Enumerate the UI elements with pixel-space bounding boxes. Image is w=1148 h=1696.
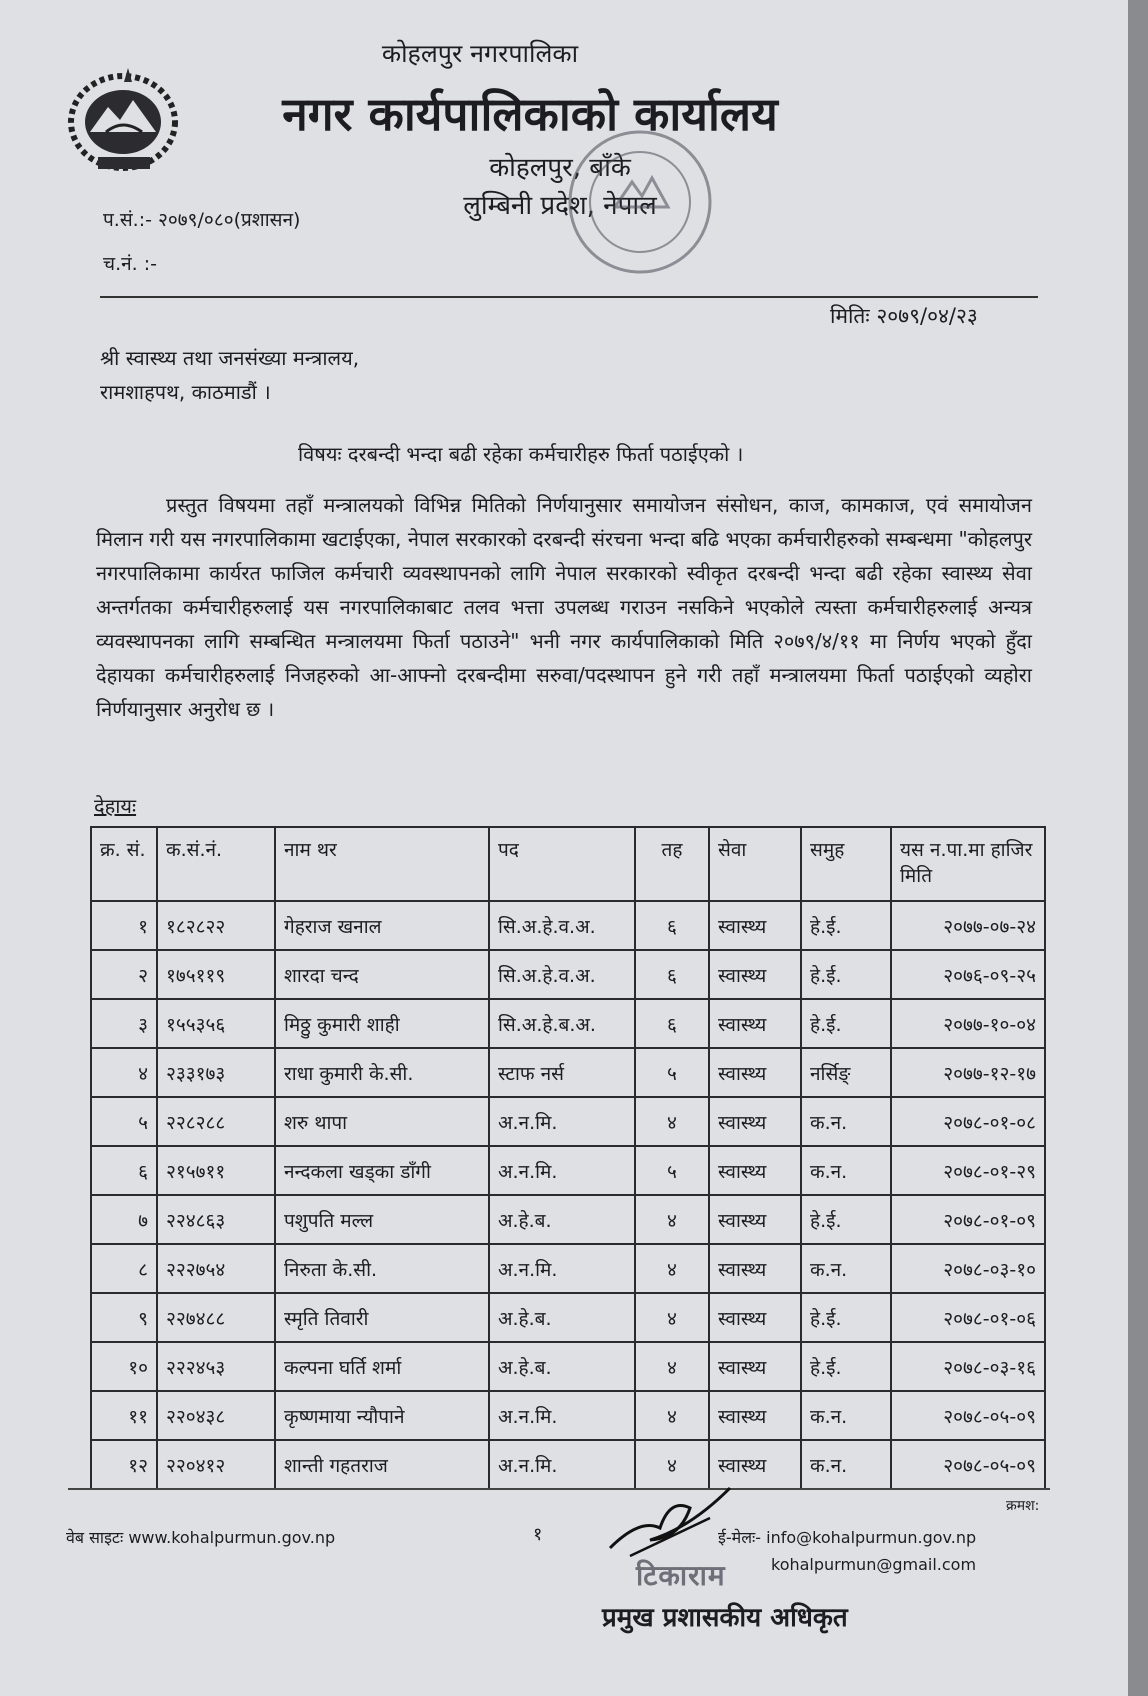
cell-post: सि.अ.हे.व.अ. (489, 950, 635, 999)
cell-group: नर्सिङ् (801, 1048, 891, 1097)
cell-serial: २ (91, 950, 157, 999)
patra-sankhya: प.सं.:- २०७९/०८०(प्रशासन) (103, 209, 301, 231)
cell-post: अ.हे.ब. (489, 1195, 635, 1244)
cell-level: ६ (635, 999, 709, 1048)
cell-service: स्वास्थ्य (709, 950, 801, 999)
col-header-serial: क्र. सं. (91, 827, 157, 901)
cell-level: ४ (635, 1244, 709, 1293)
cell-name: नन्दकला खड्का डाँगी (275, 1146, 489, 1195)
cell-attendance-date: २०७८-०५-०९ (891, 1440, 1045, 1489)
table-row (91, 1391, 1045, 1440)
address-line-1: कोहलपुर, बाँके (489, 153, 631, 183)
email-primary: ई-मेलः- info@kohalpurmun.gov.np (718, 1528, 977, 1547)
cell-name: शान्ती गहतराज (275, 1440, 489, 1489)
cell-attendance-date: २०७७-१२-१७ (891, 1048, 1045, 1097)
cell-attendance-date: २०७८-०१-२९ (891, 1146, 1045, 1195)
cell-post: अ.न.मि. (489, 1146, 635, 1195)
header-divider (100, 296, 1038, 298)
cell-serial: १ (91, 901, 157, 950)
cell-service: स्वास्थ्य (709, 1146, 801, 1195)
letter-date: मितिः २०७९/०४/२३ (830, 304, 978, 328)
cell-serial: ७ (91, 1195, 157, 1244)
col-header-post: पद (489, 827, 635, 901)
cell-name: कृष्णमाया न्यौपाने (275, 1391, 489, 1440)
cell-staff-id: २२२४५३ (157, 1342, 275, 1391)
cell-group: हे.ई. (801, 901, 891, 950)
cell-staff-id: २२८२८८ (157, 1097, 275, 1146)
table-row (91, 1195, 1045, 1244)
cell-staff-id: १७५११९ (157, 950, 275, 999)
cell-post: अ.न.मि. (489, 1244, 635, 1293)
cell-staff-id: १८२८२२ (157, 901, 275, 950)
cell-level: ६ (635, 901, 709, 950)
staff-table-body (91, 901, 1045, 1489)
cell-name: निरुता के.सी. (275, 1244, 489, 1293)
table-row (91, 1146, 1045, 1195)
cell-serial: ६ (91, 1146, 157, 1195)
cell-staff-id: १५५३५६ (157, 999, 275, 1048)
signatory-title: प्रमुख प्रशासकीय अधिकृत (602, 1603, 848, 1633)
cell-group: क.न. (801, 1244, 891, 1293)
signatory-name: टिकाराम (636, 1559, 726, 1592)
cell-staff-id: २२०४१२ (157, 1440, 275, 1489)
cell-post: अ.न.मि. (489, 1440, 635, 1489)
cell-staff-id: २२२७५४ (157, 1244, 275, 1293)
cell-group: क.न. (801, 1097, 891, 1146)
cell-service: स्वास्थ्य (709, 999, 801, 1048)
table-header-row (91, 827, 1045, 901)
dehay-label: देहायः (94, 794, 137, 818)
footer-divider (68, 1488, 1050, 1490)
continued-marker: क्रमश: (1006, 1498, 1040, 1514)
cell-service: स्वास्थ्य (709, 1440, 801, 1489)
cell-group: क.न. (801, 1391, 891, 1440)
table-row (91, 1342, 1045, 1391)
cell-group: हे.ई. (801, 1293, 891, 1342)
cell-level: ५ (635, 1048, 709, 1097)
table-row (91, 1293, 1045, 1342)
cell-name: मिठ्ठु कुमारी शाही (275, 999, 489, 1048)
cell-level: ४ (635, 1342, 709, 1391)
cell-level: ४ (635, 1440, 709, 1489)
cell-attendance-date: २०७८-०१-०९ (891, 1195, 1045, 1244)
cell-group: हे.ई. (801, 1195, 891, 1244)
cell-name: शरु थापा (275, 1097, 489, 1146)
col-header-attendance-date: यस न.पा.मा हाजिर मिति (891, 827, 1045, 901)
cell-level: ५ (635, 1146, 709, 1195)
table-row (91, 999, 1045, 1048)
cell-post: अ.हे.ब. (489, 1342, 635, 1391)
cell-staff-id: २२७४८८ (157, 1293, 275, 1342)
cell-name: शारदा चन्द (275, 950, 489, 999)
cell-group: हे.ई. (801, 999, 891, 1048)
cell-service: स्वास्थ्य (709, 901, 801, 950)
letter-body: प्रस्तुत विषयमा तहाँ मन्त्रालयको विभिन्न मितिको निर्णयानुसार समायोजन संसोधन, काज, कामकाज, एवं समायोजन मिलान गरी यस नगरपालिकामा खटाईएका, नेपाल सरकारको दरबन्दी संरचना भन्दा बढि भएका कर्मचारीहरुको सम्बन्धमा "कोहलपुर नगरपालिकामा कार्यरत फाजिल कर्मचारी व्यवस्थापनको लागि नेपाल सरकारको स्वीकृत दरबन्दी भन्दा बढी रहेका स्वास्थ्य सेवा अन्तर्गतका कर्मचारीहरुलाई यस नगरपालिकाबाट तलव भत्ता उपलब्ध गराउन नसकिने भएकोले त्यस्ता कर्मचारीहरुलाई अन्यत्र व्यवस्थापनका लागि सम्बन्धित मन्त्रालयमा फिर्ता पठाउने" भनी नगर कार्यपालिकाको मिति २०७९/४/११ मा निर्णय भएको हुँदा देहायका कर्मचारीहरुलाई निजहरुको आ-आफ्नो दरबन्दीमा सरुवा/पदस्थापन हुने गरी तहाँ मन्त्रालयमा फिर्ता पठाईएको व्यहोरा निर्णयानुसार अनुरोध छ । (96, 493, 1032, 721)
chalani-number: च.नं. :- (103, 253, 157, 275)
cell-name: कल्पना घर्ति शर्मा (275, 1342, 489, 1391)
cell-service: स्वास्थ्य (709, 1195, 801, 1244)
email-secondary: kohalpurmun@gmail.com (771, 1555, 977, 1574)
cell-attendance-date: २०७८-०१-०८ (891, 1097, 1045, 1146)
office-seal-stamp (560, 112, 720, 292)
cell-group: क.न. (801, 1440, 891, 1489)
cell-post: सि.अ.हे.व.अ. (489, 901, 635, 950)
cell-attendance-date: २०७७-१०-०४ (891, 999, 1045, 1048)
col-header-name: नाम थर (275, 827, 489, 901)
table-row (91, 950, 1045, 999)
cell-attendance-date: २०७७-०७-२४ (891, 901, 1045, 950)
table-row (91, 1244, 1045, 1293)
cell-level: ४ (635, 1195, 709, 1244)
table-row (91, 1097, 1045, 1146)
cell-staff-id: २२४८६३ (157, 1195, 275, 1244)
cell-service: स्वास्थ्य (709, 1293, 801, 1342)
cell-post: अ.न.मि. (489, 1391, 635, 1440)
cell-post: अ.हे.ब. (489, 1293, 635, 1342)
staff-table (90, 826, 1046, 1490)
cell-service: स्वास्थ्य (709, 1391, 801, 1440)
col-header-level: तह (635, 827, 709, 901)
col-header-group: समुह (801, 827, 891, 901)
handwritten-signature (600, 1478, 740, 1562)
cell-post: सि.अ.हे.ब.अ. (489, 999, 635, 1048)
cell-level: ४ (635, 1097, 709, 1146)
page-number: १ (533, 1524, 543, 1545)
cell-name: राधा कुमारी के.सी. (275, 1048, 489, 1097)
cell-name: गेहराज खनाल (275, 901, 489, 950)
cell-group: हे.ई. (801, 1342, 891, 1391)
cell-attendance-date: २०७६-०९-२५ (891, 950, 1045, 999)
cell-service: स्वास्थ्य (709, 1097, 801, 1146)
cell-service: स्वास्थ्य (709, 1048, 801, 1097)
table-row (91, 1048, 1045, 1097)
cell-post: स्टाफ नर्स (489, 1048, 635, 1097)
cell-level: ६ (635, 950, 709, 999)
cell-attendance-date: २०७८-०१-०६ (891, 1293, 1045, 1342)
cell-attendance-date: २०७८-०३-१० (891, 1244, 1045, 1293)
cell-serial: १२ (91, 1440, 157, 1489)
letter-subject: विषयः दरबन्दी भन्दा बढी रहेका कर्मचारीहरु फिर्ता पठाईएको । (298, 442, 744, 466)
col-header-staff-id: क.सं.नं. (157, 827, 275, 901)
cell-attendance-date: २०७८-०५-०९ (891, 1391, 1045, 1440)
col-header-service: सेवा (709, 827, 801, 901)
table-row (91, 901, 1045, 950)
cell-staff-id: २३३१७३ (157, 1048, 275, 1097)
cell-group: हे.ई. (801, 950, 891, 999)
cell-group: क.न. (801, 1146, 891, 1195)
cell-serial: ९ (91, 1293, 157, 1342)
table-row (91, 1440, 1045, 1489)
cell-staff-id: २१५७११ (157, 1146, 275, 1195)
cell-service: स्वास्थ्य (709, 1342, 801, 1391)
office-title: नगर कार्यपालिकाको कार्यालय (282, 87, 778, 141)
cell-post: अ.न.मि. (489, 1097, 635, 1146)
cell-serial: ५ (91, 1097, 157, 1146)
cell-serial: १० (91, 1342, 157, 1391)
cell-level: ४ (635, 1391, 709, 1440)
cell-attendance-date: २०७८-०३-१६ (891, 1342, 1045, 1391)
cell-staff-id: २२०४३८ (157, 1391, 275, 1440)
recipient-line-2: रामशाहपथ, काठमाडौं । (100, 380, 271, 404)
cell-serial: ११ (91, 1391, 157, 1440)
address-line-2: लुम्बिनी प्रदेश, नेपाल (463, 191, 657, 221)
nepal-government-emblem (58, 62, 188, 180)
cell-name: पशुपति मल्ल (275, 1195, 489, 1244)
recipient-line-1: श्री स्वास्थ्य तथा जनसंख्या मन्त्रालय, (100, 346, 360, 370)
municipality-name: कोहलपुर नगरपालिका (381, 39, 579, 68)
cell-service: स्वास्थ्य (709, 1244, 801, 1293)
cell-serial: ३ (91, 999, 157, 1048)
website-link: वेब साइटः www.kohalpurmun.gov.np (66, 1528, 336, 1547)
cell-name: स्मृति तिवारी (275, 1293, 489, 1342)
cell-level: ४ (635, 1293, 709, 1342)
cell-serial: ४ (91, 1048, 157, 1097)
cell-serial: ८ (91, 1244, 157, 1293)
